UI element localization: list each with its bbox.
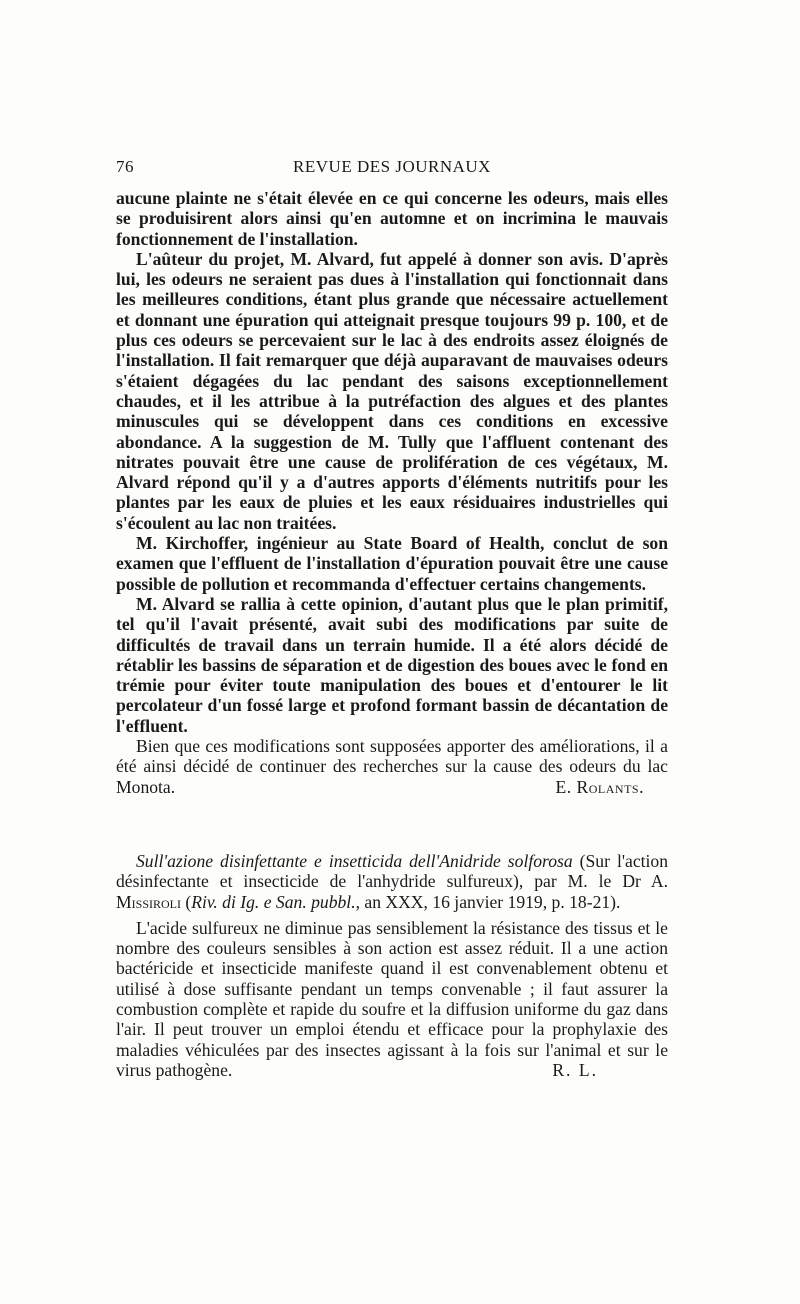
paragraph-with-signature — [116, 736, 668, 797]
author-name: Missiroli — [116, 891, 181, 912]
author-signature: R. L. — [552, 1059, 598, 1080]
paragraph-with-signature — [116, 918, 668, 1080]
article-continued — [116, 188, 668, 797]
paragraph: L'acide sulfureux ne diminue pas sensiblement la résistance des tissus et le nombre des couleurs sensibles à son action est assez réduit. Il a une action bactéricide et insecticide manifeste quand il est convenablement obtenu et utilisé à dose suffisante pendant un temps convenable ; il faut assurer la combustion complète et rapide du soufre et la diffusion uniforme du gaz dans l'air. Il peut trouver un emploi étendu et efficace pour la prophylaxie des maladies véhiculées par des insectes agissant à la fois sur l'animal et sur le virus pathogène. — [116, 917, 668, 1080]
source-paren: ( — [180, 891, 192, 912]
paragraph: M. Alvard se rallia à cette opinion, d'autant plus que le plan primitif, tel qu'il l'avait présenté, avait subi des modifications par suite de difficultés de travail dans un terrain humide. Il a été alors décidé de rétablir les bassins de séparation et de digestion des boues avec le fond en trémie pour éviter toute manipulation des boues et d'entourer le lit percolateur d'un fossé large et profond formant bassin de décantation de l'effluent. — [116, 593, 668, 736]
paragraph: aucune plainte ne s'était élevée en ce qui concerne les odeurs, mais elles se produisirent alors ainsi qu'en automne et on incrimina le mauvais fonctionnement de l'installation. — [116, 188, 668, 249]
article-citation — [116, 851, 668, 912]
author-signature: E. Rolants. — [555, 776, 644, 797]
running-title: REVUE DES JOURNAUX — [293, 157, 491, 176]
source-details: , an XXX, 16 janvier 1919, p. 18-21). — [355, 891, 621, 912]
article-title-translation: (Sur l'action désinfectante et insecticide de l'anhydride sulfureux), par M. le Dr A. — [116, 851, 668, 892]
paragraph: L'aûteur du projet, M. Alvard, fut appelé à donner son avis. D'après lui, les odeurs ne seraient pas dues à l'installation qui fonctionnait dans les meilleures conditions, étant plus grande que nécessaire actuellement et donnant une épuration qui atteignait presque toujours 99 p. 100, et de plus ces odeurs se percevaient sur le lac à des endroits assez éloignés de l'installation. Il fait remarquer que déjà auparavant de mauvaises odeurs s'étaient dégagées du lac pendant des saisons exceptionnellement chaudes, et il les attribue à la putréfaction des algues et des plantes minuscules qui se développent dans ces conditions en excessive abondance. A la suggestion de M. Tully que l'affluent contenant des nitrates pouvait être une cause de prolifération de ces végétaux, M. Alvard répond qu'il y a d'autres apports d'éléments nutritifs pour les plantes par les eaux de pluies et les eaux résiduaires industrielles qui s'écoulent au lac non traitées. — [116, 248, 668, 533]
page-header — [116, 157, 668, 181]
source-journal: Riv. di Ig. e San. pubbl. — [191, 891, 356, 912]
paragraph: Bien que ces modifications sont supposées apporter des améliorations, il a été ainsi décidé de continuer des recherches sur la cause des odeurs du lac Monota. — [116, 736, 668, 797]
review-article — [116, 851, 668, 1080]
paragraph: M. Kirchoffer, ingénieur au State Board of Health, conclut de son examen que l'effluent de l'installation d'épuration pouvait être une cause possible de pollution et recommanda d'effectuer certains changements. — [116, 533, 668, 594]
article-title: Sull'azione disinfettante e insetticida dell'Anidride solforosa — [136, 851, 573, 871]
page-number: 76 — [116, 157, 134, 176]
